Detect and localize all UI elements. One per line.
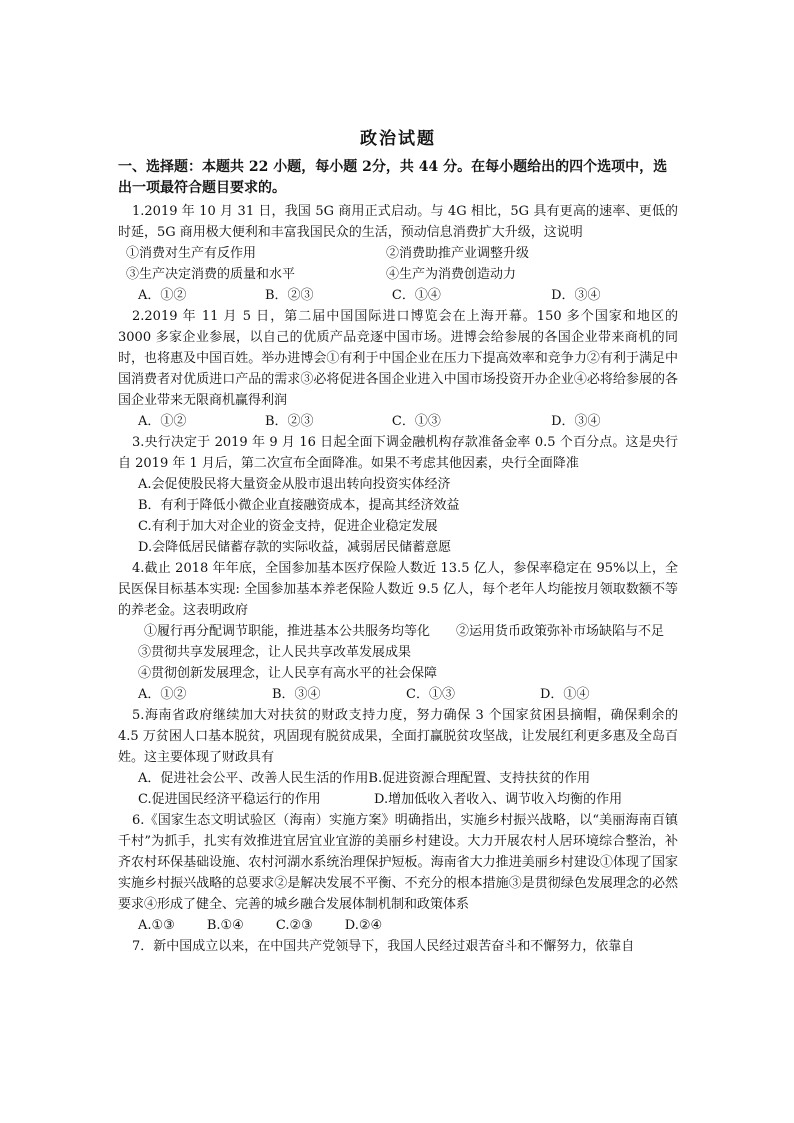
statement: ①履行再分配调节职能，推进基本公共服务均等化 ②运用货币政策弥补市场缺陷与不足 [144,624,665,639]
question-4 [118,558,678,705]
question-stem: 1.2019 年 10 月 31 日，我国 5G 商用正式启动。与 4G 相比，5G 具有更高的速率、更低的时延，5G 商用极大便利和丰富我国民众的生活，预动信息消费扩大升级，这说明 [118,204,678,240]
choice-a: A．①② [138,288,187,303]
statement: ③生产决定消费的质量和水平 [126,267,296,282]
question-2 [118,306,678,432]
question-stem: 5.海南省政府继续加大对扶贫的财政支持力度，努力确保 3 个国家贫困县摘帽，确保剩余的 4.5 万贫困人口基本脱贫，巩固现有脱贫成果，全面打赢脱贫攻坚战，让发展红利更多惠及全岛百姓。这主要体现了财政具有 [118,708,678,765]
statement: ④贯彻创新发展理念，让人民享有高水平的社会保障 [138,666,438,681]
page-title: 政治试题 [360,129,436,149]
choice-b: B．③④ [272,687,321,702]
choice-row [118,684,678,705]
choice-row [118,411,678,432]
choice-c: C．①③ [406,687,455,702]
choice-row [118,915,678,936]
question-6 [118,810,678,936]
choice-d: D．③④ [551,288,601,303]
option-d: D.会降低居民储蓄存款的实际收益，减弱居民储蓄意愿 [138,540,452,555]
option-c: C.促进国民经济平稳运行的作用 [138,792,321,807]
section-heading: 一、选择题：本题共 22 小题，每小题 2分，共 44 分。在每小题给出的四个选项中，选出一项最符合题目要求的。 [118,159,668,196]
choice-a: A.①③ [138,918,175,933]
choice-a: A．①② [138,687,187,702]
option-row [118,789,678,810]
choice-d: D.②④ [344,918,383,933]
option-d: D.增加低收入者收入、调节收入均衡的作用 [374,792,623,807]
question-1 [118,201,678,306]
choice-d: D．③④ [551,414,601,429]
option-row [118,768,678,789]
question-5 [118,705,678,810]
question-stem: 6.《国家生态文明试验区（海南）实施方案》明确指出，实施乡村振兴战略，以“美丽海南百镇千村”为抓手，扎实有效推进宜居宜业宜游的美丽乡村建设。大力开展农村人居环境综合整治，补齐农村环保基础设施、农村河湖水系统治理保护短板。海南省大力推进美丽乡村建设①体现了国家实施乡村振兴战略的总要求②是解决发展不平衡、不充分的根本措施③是贯彻绿色发展理念的必然要求④形成了健全、完善的城乡融合发展体制机制和政策体系 [118,813,678,912]
choice-c: C.②③ [275,918,313,933]
choice-d: D．①④ [540,687,590,702]
question-stem: 2.2019 年 11 月 5 日，第二届中国国际进口博览会在上海开幕。150 多个国家和地区的 3000 多家企业参展，以自己的优质产品竞逐中国市场。进博会给参展的各国企业带来商机的同时，也将惠及中国百姓。举办进博会①有利于中国企业在压力下提高效率和竞争力②有利于满足中国消费者对优质进口产品的需求③必将促进各国企业进入中国市场投资开办企业④必将给参展的各国企业带来无限商机赢得利润 [118,309,678,408]
option-a: A.会促使股民将大量资金从股市退出转向投资实体经济 [138,477,451,492]
statement: ①消费对生产有反作用 [126,246,257,261]
question-7 [118,936,678,957]
choice-c: C．①③ [391,414,441,429]
statement-row [118,243,678,264]
question-stem: 4.截止 2018 年年底，全国参加基本医疗保险人数近 13.5 亿人，参保率稳定在 95%以上，全民医保目标基本实现: 全国参加基本养老保险人数近 9.5 亿人，每个老年人均能按月领取数额不等的养老金。这表明政府 [118,561,678,618]
choice-a: A．①② [138,414,187,429]
option-c: C.有利于加大对企业的资金支持，促进企业稳定发展 [138,519,438,534]
statement: ②消费助推产业调整升级 [386,246,530,261]
question-stem: 7．新中国成立以来，在中国共产党领导下，我国人民经过艰苦奋斗和不懈努力，依靠自 [132,939,635,954]
option-a: A．促进社会公平、改善人民生活的作用 [138,771,369,786]
statement: ④生产为消费创造动力 [386,267,517,282]
option-b: B.促进资源合理配置、支持扶贫的作用 [368,771,591,786]
choice-b: B．②③ [264,414,314,429]
question-stem: 3.央行决定于 2019 年 9 月 16 日起全面下调金融机构存款准备金率 0.5 个百分点。这是央行自 2019 年 1 月后，第二次宣布全面降准。如果不考虑其他因素，央行全面降准 [118,435,678,471]
choice-c: C．①④ [391,288,441,303]
exam-page [118,128,678,957]
statement-row [118,264,678,285]
choice-b: B.①④ [206,918,244,933]
question-3 [118,432,678,558]
option-b: B．有利于降低小微企业直接融资成本，提高其经济效益 [138,498,460,513]
choice-b: B．②③ [264,288,314,303]
statement: ③贯彻共享发展理念，让人民共享改革发展成果 [138,645,412,660]
choice-row [118,285,678,306]
